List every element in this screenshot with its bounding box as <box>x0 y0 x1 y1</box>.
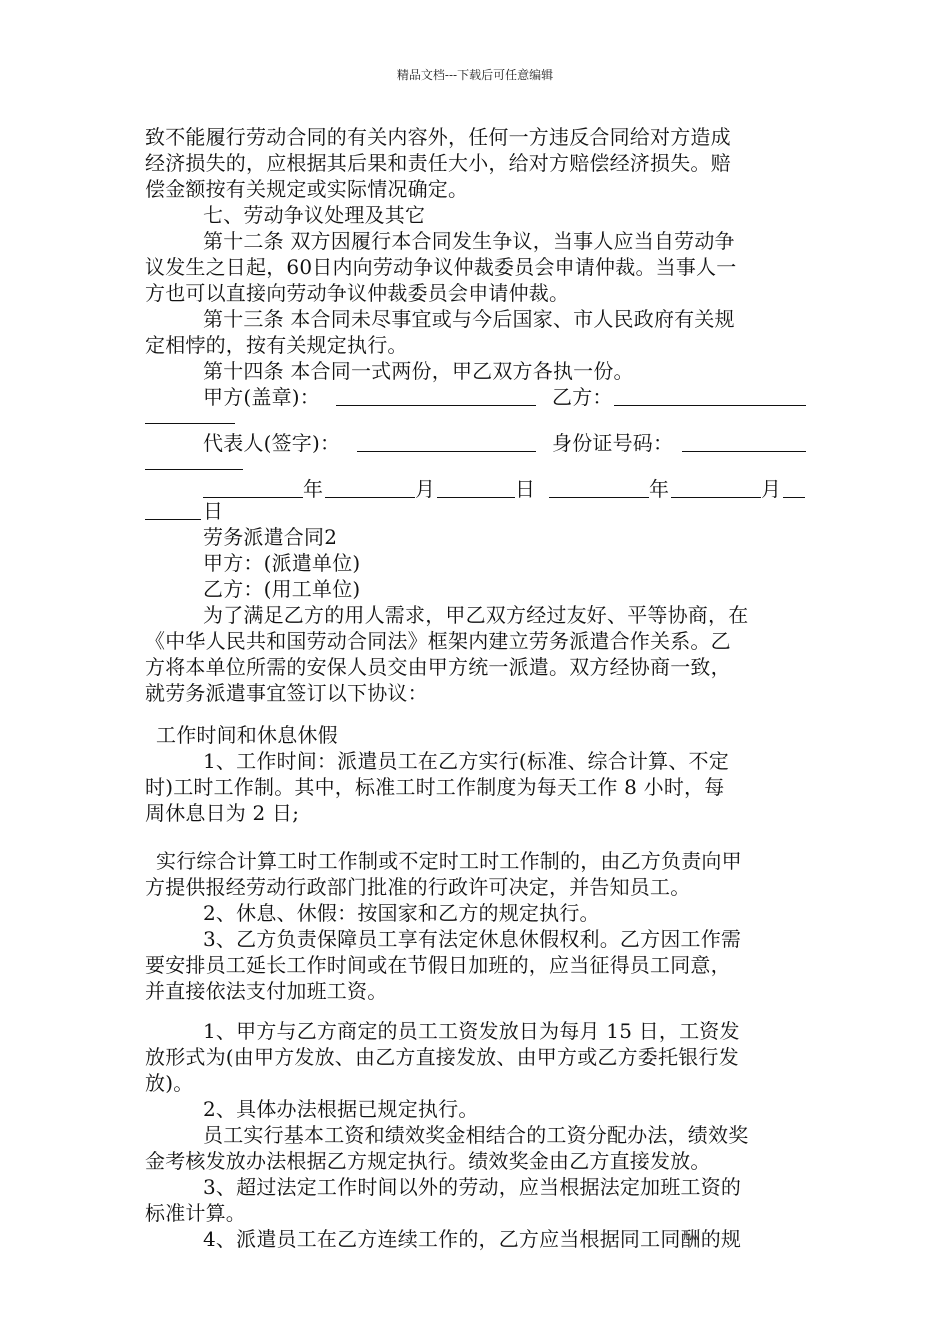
text-line: 放)。 <box>145 1071 194 1095</box>
text-line: 第十二条 双方因履行本合同发生争议，当事人应当自劳动争 <box>203 229 735 253</box>
section-heading: 七、劳动争议处理及其它 <box>203 203 426 227</box>
text-line: 偿金额按有关规定或实际情况确定。 <box>145 177 469 201</box>
text-line: 就劳务派遣事宜签订以下协议： <box>145 681 428 705</box>
date-b-year-blank <box>549 496 649 498</box>
date-b-day-blank <box>783 496 805 498</box>
text-line: 定相悖的，按有关规定执行。 <box>145 333 408 357</box>
text-line: 实行综合计算工时工作制或不定时工时工作制的，由乙方负责向甲 <box>156 849 742 873</box>
text-line: 议发生之日起，60日内向劳动争议仲裁委员会申请仲裁。当事人一 <box>145 255 737 279</box>
date-b-year-label: 年 <box>649 477 670 501</box>
date-b-day-blank-continued <box>145 518 201 520</box>
text-line: 第十四条 本合同一式两份，甲乙双方各执一份。 <box>203 359 634 383</box>
text-line: 要安排员工延长工作时间或在节假日加班的，应当征得员工同意， <box>145 953 731 977</box>
party-b-line: 乙方：(用工单位) <box>203 577 361 601</box>
party-b-blank <box>614 404 806 406</box>
representative-label: 代表人(签字)： <box>203 431 341 455</box>
text-line: 第十三条 本合同未尽事宜或与今后国家、市人民政府有关规 <box>203 307 735 331</box>
party-a-seal-label: 甲方(盖章)： <box>203 385 321 409</box>
text-line: 放形式为(由甲方发放、由乙方直接发放、由甲方或乙方委托银行发 <box>145 1045 739 1069</box>
date-a-month-blank <box>325 496 415 498</box>
party-b-label: 乙方： <box>552 385 613 409</box>
text-line: 周休息日为 2 日; <box>145 801 300 825</box>
contract-title: 劳务派遣合同2 <box>203 525 338 549</box>
date-a-day-blank <box>437 496 515 498</box>
date-a-day-label: 日 <box>515 477 536 501</box>
section-heading: 工作时间和休息休假 <box>156 723 338 747</box>
party-a-seal-blank <box>336 404 536 406</box>
text-line: 为了满足乙方的用人需求，甲乙双方经过友好、平等协商，在 <box>203 603 749 627</box>
text-line: 时)工时工作制。其中，标准工时工作制度为每天工作 8 小时，每 <box>145 775 725 799</box>
id-number-blank <box>682 450 806 452</box>
text-line: 员工实行基本工资和绩效奖金相结合的工资分配办法，绩效奖 <box>203 1123 749 1147</box>
text-line: 1、甲方与乙方商定的员工工资发放日为每月 15 日，工资发 <box>203 1019 740 1043</box>
text-line: 3、超过法定工作时间以外的劳动，应当根据法定加班工资的 <box>203 1175 742 1199</box>
id-number-blank-continued <box>145 468 243 470</box>
text-line: 方提供报经劳动行政部门批准的行政许可决定，并告知员工。 <box>145 875 691 899</box>
date-b-day-label: 日 <box>203 499 224 523</box>
date-a-month-label: 月 <box>415 477 436 501</box>
text-line: 3、乙方负责保障员工享有法定休息休假权利。乙方因工作需 <box>203 927 742 951</box>
text-line: 并直接依法支付加班工资。 <box>145 979 388 1003</box>
date-b-month-label: 月 <box>761 477 782 501</box>
text-line: 致不能履行劳动合同的有关内容外，任何一方违反合同给对方造成 <box>145 125 731 149</box>
date-a-year-label: 年 <box>303 477 324 501</box>
text-line: 经济损失的，应根据其后果和责任大小，给对方赔偿经济损失。赔 <box>145 151 731 175</box>
text-line: 《中华人民共和国劳动合同法》框架内建立劳务派遣合作关系。乙 <box>145 629 731 653</box>
text-line: 标准计算。 <box>145 1201 246 1225</box>
party-a-line: 甲方：(派遣单位) <box>203 551 361 575</box>
page-header: 精品文档---下载后可任意编辑 <box>396 68 554 82</box>
text-line: 2、休息、休假：按国家和乙方的规定执行。 <box>203 901 600 925</box>
date-b-month-blank <box>671 496 761 498</box>
party-b-blank-continued <box>145 422 235 424</box>
text-line: 方将本单位所需的安保人员交由甲方统一派遣。双方经协商一致， <box>145 655 731 679</box>
representative-blank <box>357 450 536 452</box>
text-line: 金考核发放办法根据乙方规定执行。绩效奖金由乙方直接发放。 <box>145 1149 711 1173</box>
id-number-label: 身份证号码： <box>552 431 674 455</box>
text-line: 2、具体办法根据已规定执行。 <box>203 1097 479 1121</box>
text-line: 方也可以直接向劳动争议仲裁委员会申请仲裁。 <box>145 281 570 305</box>
text-line: 1、工作时间：派遣员工在乙方实行(标准、综合计算、不定 <box>203 749 729 773</box>
text-line: 4、派遣员工在乙方连续工作的，乙方应当根据同工同酬的规 <box>203 1227 742 1251</box>
